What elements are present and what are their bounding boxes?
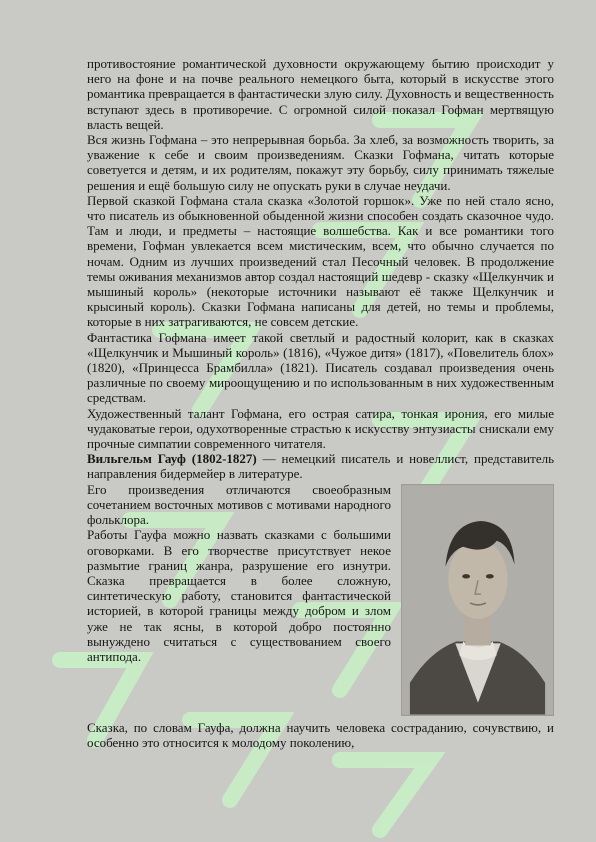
hauff-portrait [401,484,554,716]
document-body [87,56,554,750]
paragraph-hoffmann-struggle: Вся жизнь Гофмана – это непрерывная борьба. За хлеб, за возможность творить, за уважение к себе и своим произведениям. Сказки Гофмана, читать которые советуется и детям, и их родителям, покажут эту борьбу, силу принимать тяжелые решения и ещё большую силу не опускать руки в случае неудачи. [87,132,554,193]
paragraph-talent: Художественный талант Гофмана, его острая сатира, тонкая ирония, его милые чудаковатые герои, одухотворенные страстью к искусству энтузиасты снискали ему прочные симпатии современного читателя. [87,405,554,452]
paragraph-fantasy-colors: Фантастика Гофмана имеет такой светлый и радостный колорит, как в сказках «Щелкунчик и Мышиный король» (1816), «Чужое дитя» (1817), «Повелитель блох» (1820), «Принцесса Брамбилла» (1821). Писатель создавал произведения очень различные по своему мироощущению и по использованным в них художественным средствам. [87,329,554,406]
paragraph-hoffmann-spirituality: противостояние романтической духовности окружающему бытию происходит у него на фоне и на почве реального немецкого быта, который в искусстве этого романтика превращается в фантастически злую силу. Духовность и вещественность вступают здесь в противоречие. С огромной силой показал Гофман мертвящую власть вещей. [87,56,554,132]
hauff-paragraph-compassion: Сказка, по словам Гауфа, должна научить человека состраданию, сочувствию, и особенно это относится к молодому поколению, [87,719,554,750]
hauff-paragraph-genre: Работы Гауфа можно назвать сказками с большими оговорками. В его творчестве присутствует некое размытие границ жанра, разрушение его изнутри. Сказка превращается в более сложную, синтетическую работу, становится фантастической историей, в которой границы между добром и злом уже не так ясны, в которой добро постоянно вынуждено считаться с существованием своего антипода. [87,527,391,664]
hauff-section [87,451,554,750]
hauff-paragraph-motifs: Его произведения отличаются своеобразным сочетанием восточных мотивов с мотивами народного фольклора. [87,481,391,528]
hauff-name: Вильгельм Гауф (1802-1827) [87,451,257,467]
hauff-description: — немецкий писатель и новеллист, представитель направления бидермейер в литературе. [87,451,555,482]
paragraph-golden-pot: Первой сказкой Гофмана стала сказка «Золотой горшок». Уже по ней стало ясно, что писатель из обыкновенной обыденной жизни способен создать сказочное чудо. Там и люди, и предметы – настоящие волшебства. Как и все романтики того времени, Гофман увлекается всем мистическим, всем, что обычно случается по ночам. Одним из лучших произведений стал Песочный человек. В продолжение темы оживания механизмов автор создал настоящий шедевр - сказку «Щелкунчик и мышиный король» (некоторые источники называют её также Щелкунчик и крысиный король). Сказки Гофмана написаны для детей, но темы и проблемы, которые в них затрагиваются, не совсем детские. [87,192,554,330]
hauff-intro [87,451,554,481]
